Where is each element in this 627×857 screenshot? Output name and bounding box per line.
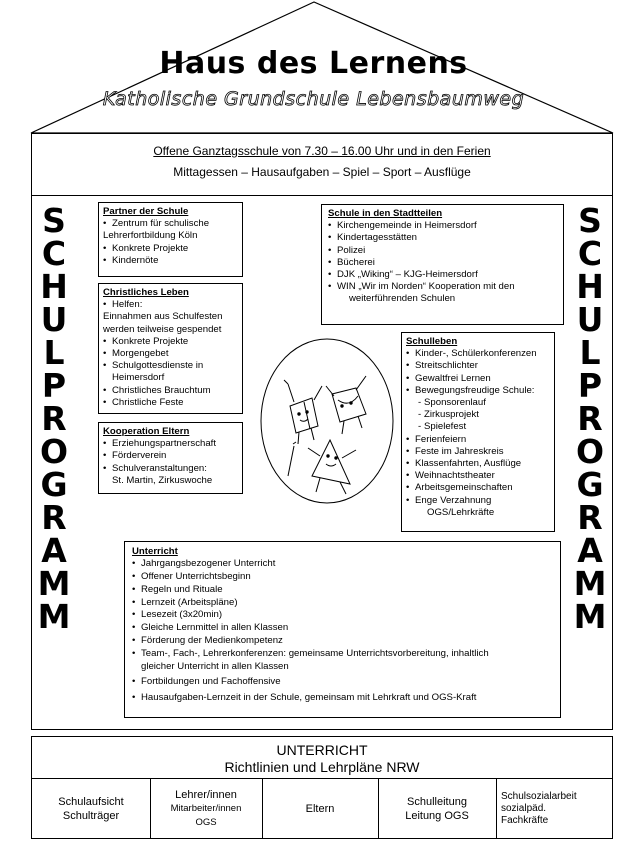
banner-line-1: Offene Ganztagsschule von 7.30 – 16.00 Uhr und in den Ferien: [153, 144, 491, 158]
footer-cell: Schulleitung Leitung OGS: [378, 779, 497, 838]
list-item: • Enge Verzahnung: [406, 495, 550, 507]
footer-cell: Lehrer/innen Mitarbeiter/innen OGS: [150, 779, 263, 838]
list-item: - Sponsorenlauf: [406, 397, 550, 409]
footer-cell: Schulsozialarbeit sozialpäd. Fachkräfte: [501, 790, 577, 826]
children-books-drawing: [254, 336, 400, 506]
list-item: • Schulgottesdienste in: [103, 360, 238, 372]
list-item: • Regeln und Rituale: [132, 584, 556, 597]
list-item: • Jahrgangsbezogener Unterricht: [132, 558, 556, 571]
list-item: - Zirkusprojekt: [406, 409, 550, 421]
list-item: • Lernzeit (Arbeitspläne): [132, 597, 556, 610]
list-item: • Förderung der Medienkompetenz: [132, 635, 556, 648]
footer-heading: UNTERRICHT: [276, 742, 368, 758]
list-item: • Helfen:: [103, 299, 238, 311]
list-item: Einnahmen aus Schulfesten: [103, 311, 223, 323]
list-item: • Feste im Jahreskreis: [406, 446, 550, 458]
list-item: • Kinder-, Schülerkonferenzen: [406, 348, 550, 360]
footer-cell: Schulaufsicht Schulträger: [32, 779, 151, 838]
list-item: • DJK „Wiking“ – KJG-Heimersdorf: [328, 269, 559, 281]
list-item: • Fortbildungen und Fachoffensive: [132, 676, 556, 689]
list-item: OGS/Lehrkräfte: [427, 506, 495, 518]
list-item: Heimersdorf: [112, 372, 165, 384]
footer-subheading: Richtlinien und Lehrpläne NRW: [224, 759, 420, 775]
list-item: • Offener Unterrichtsbeginn: [132, 571, 556, 584]
footer-row: [32, 778, 612, 838]
list-item: • Gewaltfrei Lernen: [406, 373, 550, 385]
list-item: weiterführenden Schulen: [349, 293, 456, 305]
stadtteile-title: Schule in den Stadtteilen: [328, 208, 443, 219]
list-item: • Morgengebet: [103, 348, 238, 360]
list-item: gleicher Unterricht in allen Klassen: [141, 660, 289, 672]
list-item: • Hausaufgaben-Lernzeit in der Schule, gemeinsam mit Lehrkraft und OGS-Kraft: [132, 692, 556, 705]
christ-box: [98, 283, 243, 414]
schulleben-title: Schulleben: [406, 336, 458, 347]
unterricht-title: Unterricht: [132, 546, 178, 557]
list-item: • Kirchengemeinde in Heimersdorf: [328, 220, 559, 232]
list-item: • Bücherei: [328, 257, 559, 269]
list-item: St. Martin, Zirkuswoche: [112, 474, 213, 486]
list-item: • Kindernöte: [103, 255, 238, 267]
eltern-box: [98, 422, 243, 494]
list-item: • Zentrum für schulische: [103, 218, 238, 230]
page-title: Haus des Lernens: [159, 46, 468, 81]
side-text-right: S C H U L P R O G R A M M: [573, 201, 607, 636]
eltern-title: Kooperation Eltern: [103, 426, 190, 437]
list-item: • Bewegungsfreudige Schule:: [406, 385, 550, 397]
footer-cell: Eltern: [262, 779, 379, 838]
list-item: • Förderverein: [103, 450, 238, 462]
list-item: • Team-, Fach-, Lehrerkonferenzen: gemeinsame Unterrichtsvorbereitung, inhaltlich: [132, 648, 556, 661]
christ-title: Christliches Leben: [103, 287, 189, 298]
foundation-table: [31, 736, 613, 839]
list-item: - Spielefest: [406, 421, 550, 433]
ganztag-banner: [31, 133, 613, 196]
list-item: • Schulveranstaltungen:: [103, 463, 238, 475]
list-item: • Christliche Feste: [103, 397, 238, 409]
stadtteile-box: [321, 204, 564, 325]
list-item: • Lesezeit (3x20min): [132, 609, 556, 622]
list-item: • Arbeitsgemeinschaften: [406, 482, 550, 494]
list-item: • Klassenfahrten, Ausflüge: [406, 458, 550, 470]
page-subtitle: Katholische Grundschule Lebensbaumweg: [102, 88, 525, 110]
list-item: • WIN „Wir im Norden“ Kooperation mit den: [328, 281, 559, 293]
list-item: • Weihnachtstheater: [406, 470, 550, 482]
list-item: • Streitschlichter: [406, 360, 550, 372]
list-item: • Erziehungspartnerschaft: [103, 438, 238, 450]
list-item: • Gleiche Lernmittel in allen Klassen: [132, 622, 556, 635]
list-item: Lehrerfortbildung Köln: [103, 230, 198, 242]
list-item: werden teilweise gespendet: [103, 323, 222, 335]
list-item: • Konkrete Projekte: [103, 336, 238, 348]
partner-title: Partner der Schule: [103, 206, 189, 217]
banner-line-2: Mittagessen – Hausaufgaben – Spiel – Sport – Ausflüge: [173, 165, 471, 179]
list-item: • Polizei: [328, 245, 559, 257]
list-item: • Kindertagesstätten: [328, 232, 559, 244]
schulleben-box: [401, 332, 555, 532]
list-item: • Konkrete Projekte: [103, 243, 238, 255]
side-text-left: S C H U L P R O G R A M M: [37, 201, 71, 636]
list-item: • Ferienfeiern: [406, 434, 550, 446]
list-item: • Christliches Brauchtum: [103, 385, 238, 397]
main-area: [31, 196, 613, 730]
unterricht-box: [124, 541, 561, 718]
partner-box: [98, 202, 243, 277]
